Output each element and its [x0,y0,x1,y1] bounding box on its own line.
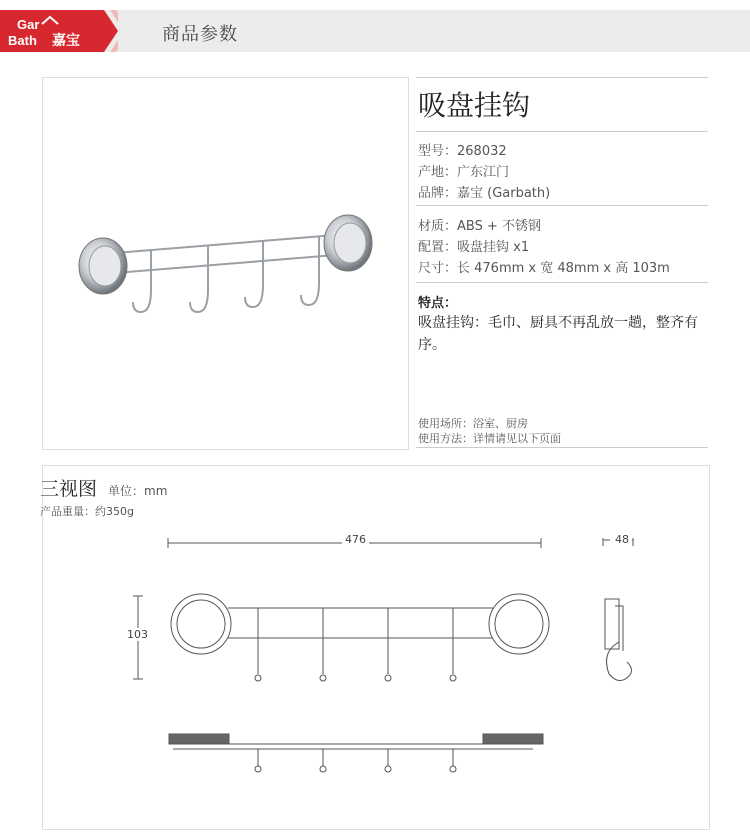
feature-heading: 特点： [418,296,458,311]
three-view-drawing [43,466,709,829]
spec-brand: 品牌：嘉宝 (Garbath) [418,186,551,201]
views-title: 三视图 [40,478,98,500]
divider [416,131,708,132]
spec-size: 尺寸：长 476mm x 宽 48mm x 高 103m [418,261,670,276]
divider [416,447,708,448]
divider [416,282,708,283]
section-title: 商品参数 [162,24,238,45]
product-photo [42,77,409,450]
product-weight: 产品重量：约350g [40,505,134,518]
spec-config: 配置：吸盘挂钩 x1 [418,240,530,255]
feature-text: 吸盘挂钩：毛巾、厨具不再乱放一趟，整齐有序。 [418,315,698,353]
svg-text:Gar: Gar [17,17,40,32]
divider [416,205,708,206]
spec-origin: 产地：广东江门 [418,165,510,180]
three-view-panel [42,465,710,830]
usage-method: 使用方法：详情请见以下页面 [418,432,561,445]
brand-logo [0,10,118,52]
spec-material: 材质：ABS + 不锈钢 [418,219,541,234]
divider [416,77,708,78]
product-name: 吸盘挂钩 [418,89,531,122]
svg-text:Bath: Bath [8,33,37,48]
svg-text:嘉宝: 嘉宝 [52,33,80,49]
views-unit: 单位：mm [108,484,168,498]
dimension-height: 103 [124,628,151,641]
dimension-length: 476 [342,533,369,546]
dimension-depth: 48 [612,533,632,546]
product-image [43,78,408,449]
usage-place: 使用场所：浴室、厨房 [418,417,528,430]
spec-model: 型号：268032 [418,144,507,159]
